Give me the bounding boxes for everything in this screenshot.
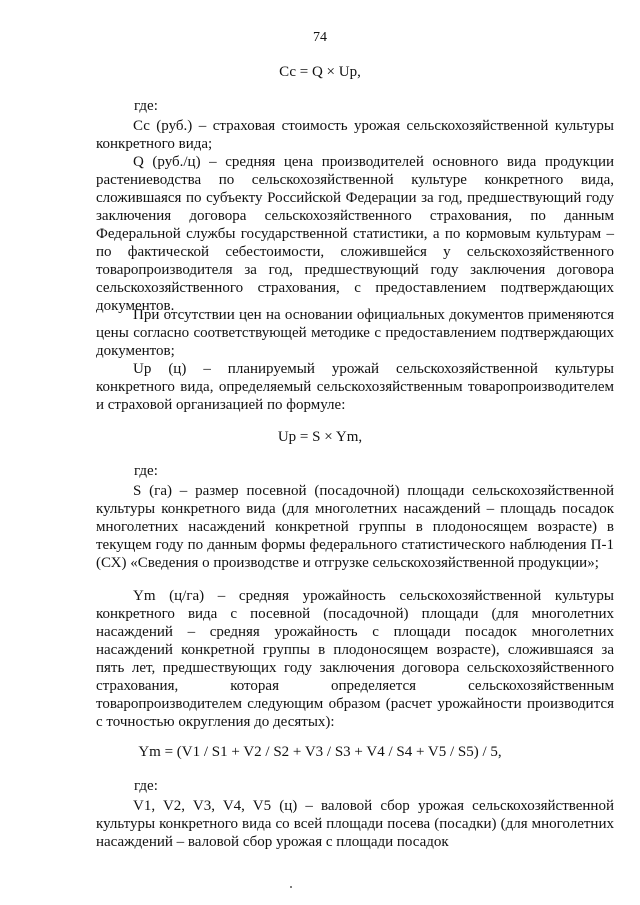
scan-speck [290, 886, 292, 888]
page-number: 74 [313, 30, 327, 45]
paragraph-v-definition: V1, V2, V3, V4, V5 (ц) – валовой сбор урожая сельскохозяйственной культуры конкретного вида со всей площади посева (посадки) (для многолетних насаждений – валовой сбор урожая с площади посадок [96, 798, 614, 850]
paragraph-cs-definition: Сс (руб.) – страховая стоимость урожая сельскохозяйственной культуры конкретного вида; [96, 118, 614, 152]
formula-average-yield: Ym = (V1 / S1 + V2 / S2 + V3 / S3 + V4 / S4 + V5 / S5) / 5, [138, 744, 502, 760]
paragraph-q-definition: Q (руб./ц) – средняя цена производителей основного вида продукции растениеводства по сельскохозяйственной культуре конкретного вида, сложившаяся по субъекту Российской Федерации за год, предшествующий году заключения договора сельскохозяйственного страхования, по данным Федеральной службы государственной статистики, а по кормовым культурам – по фактической себестоимости, сложившейся у сельскохозяйственного товаропроизводителя за год, предшествующий году заключения договора сельскохозяйственного страхования, с предоставлением подтверждающих документов. [96, 154, 614, 314]
where-label: где: [134, 778, 158, 794]
paragraph-s-definition: S (га) – размер посевной (посадочной) площади сельскохозяйственной культуры конкретного вида (для многолетних насаждений – площадь посадок многолетних насаждений конкретной группы в плодоносящем возрасте) в текущем году по данным формы федерального статистического наблюдения П-1 (СХ) «Сведения о производстве и отгрузке сельскохозяйственной продукции»; [96, 483, 614, 571]
paragraph-ym-definition: Ym (ц/га) – средняя урожайность сельскохозяйственной культуры конкретного вида с посевной (посадочной) площади (для многолетних насаждений – средняя урожайность с площади посадок многолетних насаждений конкретной группы в плодоносящем возрасте), сложившаяся за пять лет, предшествующих году заключения договора сельскохозяйственного страхования, которая определяется сельскохозяйственным товаропроизводителем следующим образом (расчет урожайности производится с точностью округления до десятых): [96, 588, 614, 730]
paragraph-no-prices: При отсутствии цен на основании официальных документов применяются цены согласно соответствующей методике с предоставлением подтверждающих документов; [96, 307, 614, 359]
formula-planned-yield: Uр = S × Ym, [277, 429, 363, 445]
paragraph-up-definition: Uр (ц) – планируемый урожай сельскохозяйственной культуры конкретного вида, определяемый сельскохозяйственным товаропроизводителем и страховой организацией по формуле: [96, 361, 614, 413]
where-label: где: [134, 98, 158, 114]
formula-insurance-value: Сс = Q × Uр, [279, 64, 361, 80]
where-label: где: [134, 463, 158, 479]
